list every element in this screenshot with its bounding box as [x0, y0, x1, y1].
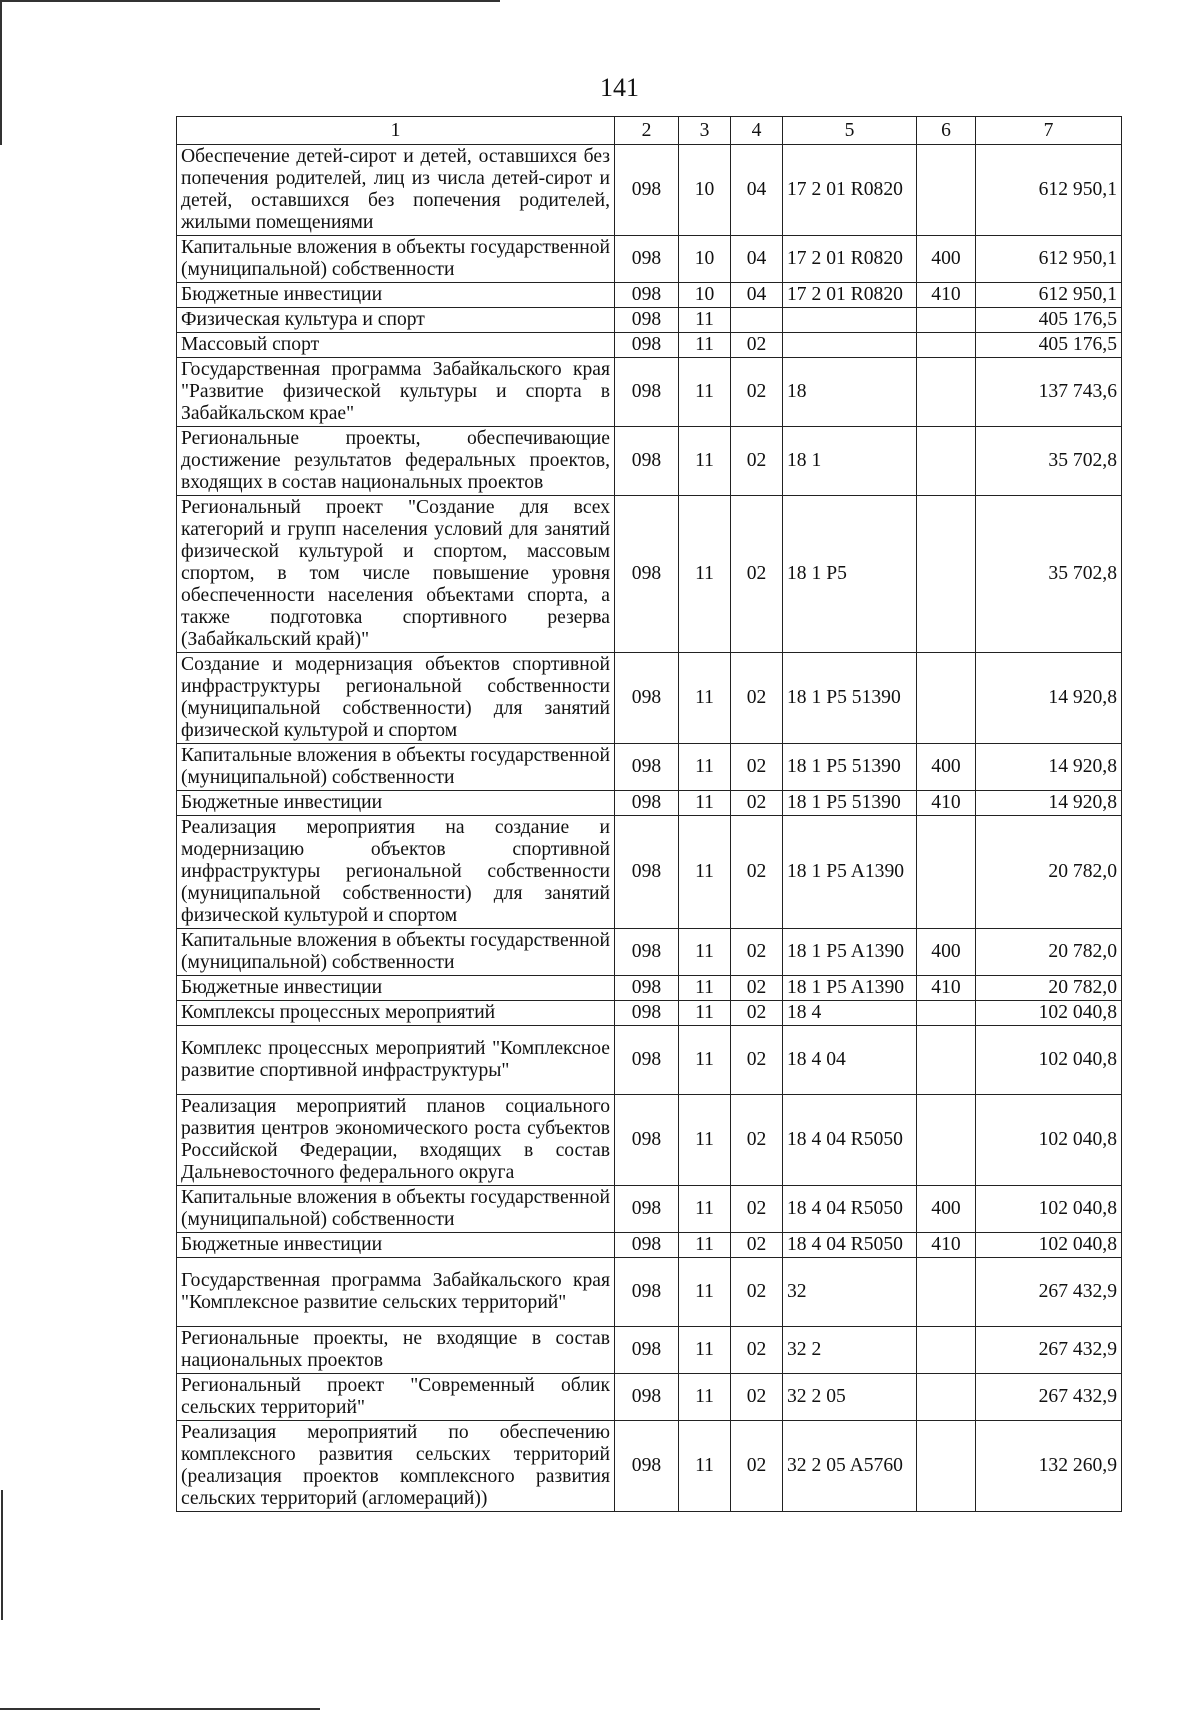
- row-section-code: 11: [679, 1095, 731, 1186]
- row-subsection-code: 04: [731, 236, 783, 283]
- row-target-article: 32 2 05 A5760: [783, 1421, 917, 1512]
- row-subsection-code: 02: [731, 427, 783, 496]
- table-row: [177, 496, 1122, 653]
- header-col-3: 3: [679, 117, 731, 145]
- row-target-article: 18 1 P5: [783, 496, 917, 653]
- row-expense-type: [917, 333, 976, 358]
- row-amount: 20 782,0: [976, 929, 1122, 976]
- header-col-6: 6: [917, 117, 976, 145]
- row-name-cell: Государственная программа Забайкальского края "Развитие физической культуры и спорта в Забайкальском крае": [177, 358, 615, 427]
- row-name-cell: Комплексы процессных мероприятий: [177, 1001, 615, 1026]
- row-ministry-code: 098: [615, 791, 679, 816]
- row-name-cell: Бюджетные инвестиции: [177, 283, 615, 308]
- row-subsection-code: 02: [731, 653, 783, 744]
- row-ministry-code: 098: [615, 1095, 679, 1186]
- row-ministry-code: 098: [615, 145, 679, 236]
- row-expense-type: 410: [917, 283, 976, 308]
- row-subsection-code: 02: [731, 1374, 783, 1421]
- row-name-cell: Бюджетные инвестиции: [177, 791, 615, 816]
- row-amount: 14 920,8: [976, 791, 1122, 816]
- row-subsection-code: 02: [731, 1095, 783, 1186]
- table-row: [177, 283, 1122, 308]
- row-target-article: 18 1 P5 A1390: [783, 976, 917, 1001]
- row-target-article: 32 2 05: [783, 1374, 917, 1421]
- row-section-code: 11: [679, 358, 731, 427]
- row-section-code: 10: [679, 145, 731, 236]
- row-section-code: 11: [679, 496, 731, 653]
- row-ministry-code: 098: [615, 976, 679, 1001]
- row-subsection-code: 02: [731, 1327, 783, 1374]
- table-row: [177, 1095, 1122, 1186]
- table-body: [177, 145, 1122, 1512]
- row-target-article: 18 1 P5 A1390: [783, 929, 917, 976]
- header-col-2: 2: [615, 117, 679, 145]
- table-row: [177, 1421, 1122, 1512]
- row-name-cell: Массовый спорт: [177, 333, 615, 358]
- row-expense-type: [917, 816, 976, 929]
- header-col-1: 1: [177, 117, 615, 145]
- table-row: [177, 333, 1122, 358]
- table-row: [177, 744, 1122, 791]
- table-row: [177, 427, 1122, 496]
- row-expense-type: 410: [917, 976, 976, 1001]
- table-row: [177, 236, 1122, 283]
- row-ministry-code: 098: [615, 236, 679, 283]
- row-target-article: 18: [783, 358, 917, 427]
- row-target-article: 18 1: [783, 427, 917, 496]
- row-expense-type: [917, 1001, 976, 1026]
- row-expense-type: [917, 496, 976, 653]
- row-name-cell: Создание и модернизация объектов спортивной инфраструктуры региональной собственности (муниципальной собственности) для занятий физической культурой и спортом: [177, 653, 615, 744]
- row-expense-type: [917, 145, 976, 236]
- row-subsection-code: 02: [731, 1421, 783, 1512]
- row-target-article: 18 1 P5 51390: [783, 653, 917, 744]
- table-row: [177, 816, 1122, 929]
- row-expense-type: 410: [917, 1233, 976, 1258]
- row-target-article: 18 4 04 R5050: [783, 1186, 917, 1233]
- table-row: [177, 308, 1122, 333]
- row-subsection-code: 02: [731, 791, 783, 816]
- row-name-cell: Капитальные вложения в объекты государственной (муниципальной) собственности: [177, 929, 615, 976]
- row-expense-type: 400: [917, 236, 976, 283]
- row-ministry-code: 098: [615, 653, 679, 744]
- row-ministry-code: 098: [615, 929, 679, 976]
- row-section-code: 10: [679, 236, 731, 283]
- row-subsection-code: 02: [731, 358, 783, 427]
- table-row: [177, 1374, 1122, 1421]
- row-name-cell: Капитальные вложения в объекты государственной (муниципальной) собственности: [177, 236, 615, 283]
- row-name-cell: Бюджетные инвестиции: [177, 1233, 615, 1258]
- row-subsection-code: 04: [731, 283, 783, 308]
- scan-edge-left: [0, 0, 2, 145]
- row-section-code: 11: [679, 1001, 731, 1026]
- row-expense-type: [917, 1095, 976, 1186]
- row-subsection-code: 02: [731, 816, 783, 929]
- row-name-cell: Капитальные вложения в объекты государственной (муниципальной) собственности: [177, 1186, 615, 1233]
- row-amount: 14 920,8: [976, 653, 1122, 744]
- scan-edge-top: [0, 0, 500, 2]
- row-target-article: 32 2: [783, 1327, 917, 1374]
- row-name-cell: Физическая культура и спорт: [177, 308, 615, 333]
- row-amount: 102 040,8: [976, 1026, 1122, 1095]
- table-row: [177, 1327, 1122, 1374]
- row-section-code: 10: [679, 283, 731, 308]
- row-section-code: 11: [679, 744, 731, 791]
- row-amount: 35 702,8: [976, 496, 1122, 653]
- row-section-code: 11: [679, 427, 731, 496]
- row-amount: 102 040,8: [976, 1095, 1122, 1186]
- row-target-article: 18 4 04 R5050: [783, 1095, 917, 1186]
- row-subsection-code: 02: [731, 333, 783, 358]
- row-expense-type: [917, 427, 976, 496]
- row-expense-type: [917, 1327, 976, 1374]
- row-subsection-code: 02: [731, 1001, 783, 1026]
- row-target-article: 18 1 P5 51390: [783, 791, 917, 816]
- row-subsection-code: 04: [731, 145, 783, 236]
- header-col-4: 4: [731, 117, 783, 145]
- header-col-5: 5: [783, 117, 917, 145]
- row-section-code: 11: [679, 791, 731, 816]
- table-row: [177, 1233, 1122, 1258]
- row-target-article: [783, 308, 917, 333]
- row-ministry-code: 098: [615, 1186, 679, 1233]
- row-ministry-code: 098: [615, 427, 679, 496]
- row-ministry-code: 098: [615, 1233, 679, 1258]
- row-subsection-code: 02: [731, 744, 783, 791]
- header-col-7: 7: [976, 117, 1122, 145]
- row-name-cell: Региональные проекты, обеспечивающие достижение результатов федеральных проектов, входящих в состав национальных проектов: [177, 427, 615, 496]
- row-expense-type: [917, 1026, 976, 1095]
- row-section-code: 11: [679, 1026, 731, 1095]
- row-amount: 405 176,5: [976, 308, 1122, 333]
- row-amount: 102 040,8: [976, 1186, 1122, 1233]
- row-name-cell: Реализация мероприятий по обеспечению комплексного развития сельских территорий (реализация проектов комплексного развития сельских территорий (агломераций)): [177, 1421, 615, 1512]
- row-ministry-code: 098: [615, 283, 679, 308]
- row-section-code: 11: [679, 1421, 731, 1512]
- row-expense-type: 410: [917, 791, 976, 816]
- row-expense-type: 400: [917, 929, 976, 976]
- row-section-code: 11: [679, 816, 731, 929]
- row-ministry-code: 098: [615, 1327, 679, 1374]
- row-amount: 267 432,9: [976, 1327, 1122, 1374]
- table-row: [177, 145, 1122, 236]
- row-ministry-code: 098: [615, 496, 679, 653]
- row-target-article: 17 2 01 R0820: [783, 236, 917, 283]
- row-section-code: 11: [679, 1186, 731, 1233]
- row-name-cell: Региональный проект "Создание для всех категорий и групп населения условий для занятий физической культурой и спортом, массовым спортом, в том числе повышение уровня обеспеченности населения объектами спорта, а также подготовка спортивного резерва (Забайкальский край)": [177, 496, 615, 653]
- table-row: [177, 791, 1122, 816]
- row-ministry-code: 098: [615, 1258, 679, 1327]
- row-expense-type: [917, 653, 976, 744]
- table-row: [177, 358, 1122, 427]
- row-subsection-code: 02: [731, 496, 783, 653]
- row-section-code: 11: [679, 1233, 731, 1258]
- row-name-cell: Обеспечение детей-сирот и детей, оставшихся без попечения родителей, лиц из числа детей-сирот и детей, оставшихся без попечения родителей, жилыми помещениями: [177, 145, 615, 236]
- budget-table: [176, 116, 1122, 1512]
- row-name-cell: Реализация мероприятия на создание и модернизацию объектов спортивной инфраструктуры региональной собственности (муниципальной собственности) для занятий физической культурой и спортом: [177, 816, 615, 929]
- row-section-code: 11: [679, 1327, 731, 1374]
- row-subsection-code: 02: [731, 1026, 783, 1095]
- table-row: [177, 1186, 1122, 1233]
- row-target-article: 17 2 01 R0820: [783, 145, 917, 236]
- row-amount: 14 920,8: [976, 744, 1122, 791]
- row-ministry-code: 098: [615, 1001, 679, 1026]
- row-ministry-code: 098: [615, 816, 679, 929]
- row-section-code: 11: [679, 1374, 731, 1421]
- row-amount: 137 743,6: [976, 358, 1122, 427]
- row-subsection-code: 02: [731, 1186, 783, 1233]
- row-expense-type: [917, 1421, 976, 1512]
- row-expense-type: 400: [917, 744, 976, 791]
- row-amount: 612 950,1: [976, 283, 1122, 308]
- row-amount: 102 040,8: [976, 1233, 1122, 1258]
- row-expense-type: 400: [917, 1186, 976, 1233]
- row-section-code: 11: [679, 929, 731, 976]
- row-ministry-code: 098: [615, 333, 679, 358]
- row-section-code: 11: [679, 308, 731, 333]
- row-name-cell: Комплекс процессных мероприятий "Комплексное развитие спортивной инфраструктуры": [177, 1026, 615, 1095]
- row-amount: 102 040,8: [976, 1001, 1122, 1026]
- row-target-article: 18 4: [783, 1001, 917, 1026]
- row-subsection-code: 02: [731, 976, 783, 1001]
- row-amount: 20 782,0: [976, 976, 1122, 1001]
- row-target-article: [783, 333, 917, 358]
- row-amount: 132 260,9: [976, 1421, 1122, 1512]
- row-amount: 20 782,0: [976, 816, 1122, 929]
- row-expense-type: [917, 358, 976, 427]
- table-row: [177, 976, 1122, 1001]
- scan-edge-left-lower: [1, 1490, 3, 1620]
- row-subsection-code: [731, 308, 783, 333]
- page-number: 141: [600, 73, 639, 102]
- row-amount: 267 432,9: [976, 1374, 1122, 1421]
- table-row: [177, 1001, 1122, 1026]
- row-name-cell: Региональный проект "Современный облик сельских территорий": [177, 1374, 615, 1421]
- row-section-code: 11: [679, 333, 731, 358]
- table-row: [177, 1026, 1122, 1095]
- row-target-article: 17 2 01 R0820: [783, 283, 917, 308]
- row-name-cell: Бюджетные инвестиции: [177, 976, 615, 1001]
- row-section-code: 11: [679, 1258, 731, 1327]
- table-row: [177, 1258, 1122, 1327]
- row-amount: 267 432,9: [976, 1258, 1122, 1327]
- row-target-article: 18 4 04 R5050: [783, 1233, 917, 1258]
- row-name-cell: Государственная программа Забайкальского края "Комплексное развитие сельских территорий": [177, 1258, 615, 1327]
- row-name-cell: Реализация мероприятий планов социального развития центров экономического роста субъектов Российской Федерации, входящих в состав Дальневосточного федерального округа: [177, 1095, 615, 1186]
- row-target-article: 18 1 P5 51390: [783, 744, 917, 791]
- row-amount: 405 176,5: [976, 333, 1122, 358]
- row-subsection-code: 02: [731, 1233, 783, 1258]
- row-amount: 612 950,1: [976, 145, 1122, 236]
- row-ministry-code: 098: [615, 358, 679, 427]
- row-amount: 612 950,1: [976, 236, 1122, 283]
- row-expense-type: [917, 308, 976, 333]
- row-target-article: 18 1 P5 A1390: [783, 816, 917, 929]
- row-name-cell: Региональные проекты, не входящие в состав национальных проектов: [177, 1327, 615, 1374]
- row-section-code: 11: [679, 653, 731, 744]
- row-ministry-code: 098: [615, 1026, 679, 1095]
- row-expense-type: [917, 1374, 976, 1421]
- row-expense-type: [917, 1258, 976, 1327]
- row-ministry-code: 098: [615, 1421, 679, 1512]
- row-ministry-code: 098: [615, 1374, 679, 1421]
- row-ministry-code: 098: [615, 308, 679, 333]
- row-target-article: 32: [783, 1258, 917, 1327]
- row-name-cell: Капитальные вложения в объекты государственной (муниципальной) собственности: [177, 744, 615, 791]
- table-header-row: [177, 117, 1122, 145]
- row-target-article: 18 4 04: [783, 1026, 917, 1095]
- row-section-code: 11: [679, 976, 731, 1001]
- row-subsection-code: 02: [731, 929, 783, 976]
- scan-edge-bottom: [0, 1708, 320, 1710]
- row-amount: 35 702,8: [976, 427, 1122, 496]
- row-ministry-code: 098: [615, 744, 679, 791]
- row-subsection-code: 02: [731, 1258, 783, 1327]
- table-row: [177, 653, 1122, 744]
- table-row: [177, 929, 1122, 976]
